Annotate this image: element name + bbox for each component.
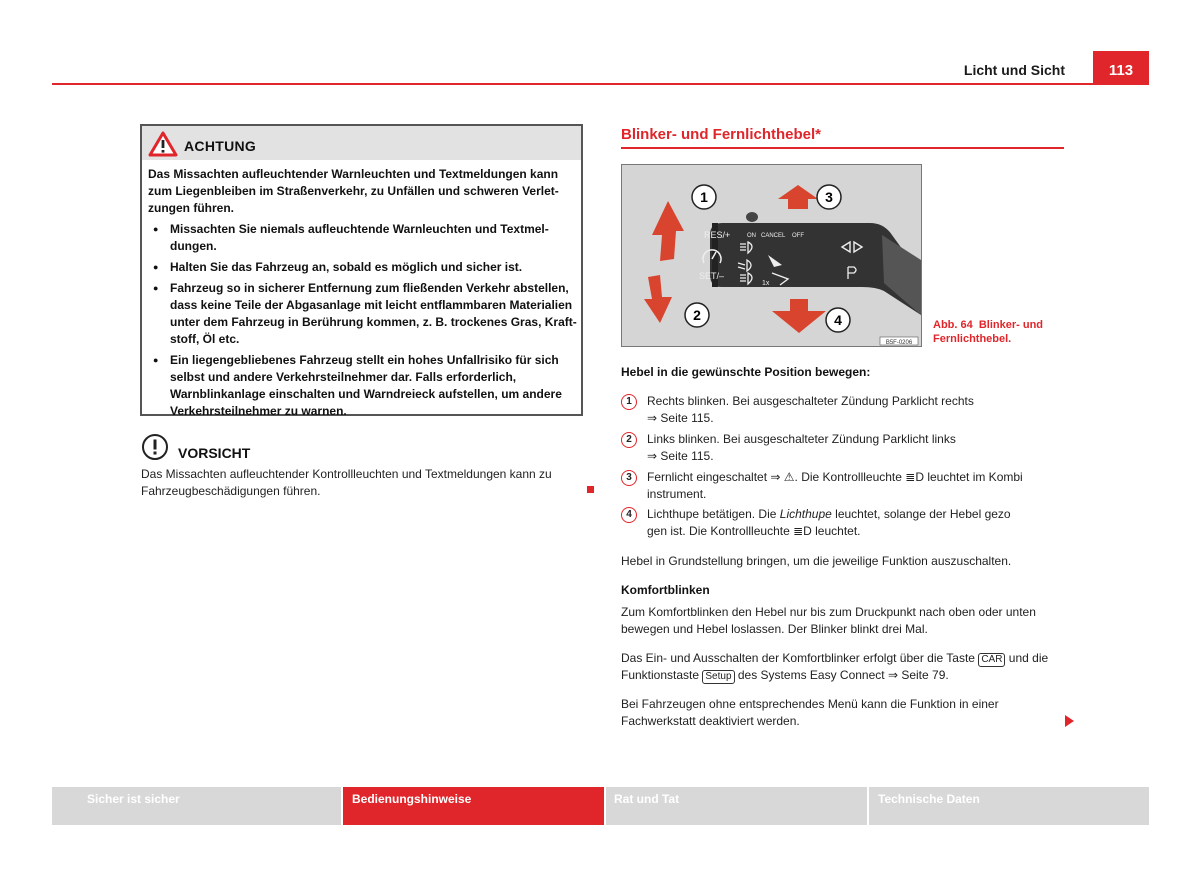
set-label: SET/– (699, 271, 725, 281)
caution-circle-icon (141, 433, 169, 461)
footer-tab-rat[interactable]: Rat und Tat (606, 787, 867, 825)
item-text: Rechts blinken. Bei ausgeschalteter Zündung Parklicht rechts (647, 394, 974, 408)
footer-tab-technik[interactable]: Technische Daten (869, 787, 1149, 825)
continue-arrow-icon (1065, 715, 1074, 727)
section-title: Blinker- und Fernlichthebel* (621, 126, 822, 143)
on-label: ON (747, 233, 756, 239)
warning-header (142, 126, 581, 160)
res-label: RES/+ (704, 230, 731, 240)
comfort-paragraph: Zum Komfortblinken den Hebel nur bis zum Druckpunkt nach oben oder unten bewegen und Hebel loslassen. Der Blinker blinkt drei Mal. (621, 605, 1036, 636)
figure-caption-label: Abb. 64 (933, 319, 973, 331)
item-number-badge: 2 (621, 432, 637, 448)
warning-triangle-icon (148, 131, 178, 157)
chapter-title: Licht und Sicht (963, 62, 1065, 78)
off-label: OFF (792, 233, 804, 239)
figure-caption-text: Blinker- und Fernlichthebel. (933, 319, 1044, 345)
warning-body (148, 166, 578, 420)
one-x-label: 1x (762, 280, 770, 287)
figure-caption (933, 318, 1073, 346)
setup-key: Setup (702, 670, 734, 684)
cancel-label: CANCEL (761, 233, 786, 239)
list-item (621, 431, 1066, 465)
item-text: Lichthupe betätigen. Die Lichthupe leuchtet, solange der Hebel gezo (647, 507, 1011, 521)
figure-code: B5F-0206 (885, 340, 913, 346)
item-text-cont: instrument. (647, 487, 707, 501)
instruction-heading: Hebel in die gewünschte Position bewegen: (621, 365, 871, 379)
warning-box (140, 124, 583, 416)
comfort-setup-paragraph: Das Ein- und Ausschalten der Komfortblinker erfolgt über die Taste CAR und die Funktionstaste Setup des Systems Easy Connect ⇒ Seite 79. (621, 651, 1049, 682)
section-rule (621, 147, 1064, 149)
item-number-badge: 3 (621, 470, 637, 486)
svg-text:4: 4 (834, 312, 842, 328)
header-rule (52, 83, 1149, 85)
section-end-marker (587, 486, 594, 493)
comfort-heading: Komfortblinken (621, 583, 710, 597)
arrow-1-up (652, 201, 684, 261)
caution-title: VORSICHT (178, 445, 251, 461)
arrow-2-down (644, 275, 672, 323)
list-item (621, 393, 1066, 427)
warning-bullet: ● Ein liegengebliebenes Fahrzeug stellt ein hohes Unfallrisiko für sich selbst und andere Verkehrsteilnehmer dar. Falls erforderlich, Warnblinkanlage einschalten und Warndreieck aufstellen, um andere Verkehrsteilnehmer zu warnen. (148, 352, 578, 420)
list-item (621, 506, 1066, 540)
warning-title: ACHTUNG (184, 138, 257, 154)
warning-bullet: ● Missachten Sie niemals aufleuchtende Warnleuchten und Textmeldungen. (148, 221, 578, 255)
list-item (621, 469, 1066, 503)
arrow-4-down (772, 299, 826, 333)
item-text: Fernlicht eingeschaltet ⇒ ⚠. Die Kontrollleuchte ≣D leuchtet im Kombi (647, 470, 1023, 484)
item-text-cont: gen ist. Die Kontrollleuchte ≣D leuchtet. (647, 524, 861, 538)
workshop-paragraph: Bei Fahrzeugen ohne entsprechendes Menü kann die Funktion in einer Fachwerkstatt deaktiviert werden. (621, 697, 999, 728)
callout-2 (685, 303, 709, 327)
svg-text:3: 3 (825, 189, 833, 205)
item-number-badge: 1 (621, 394, 637, 410)
lever-figure (621, 164, 922, 347)
page-number: 113 (1093, 51, 1149, 84)
svg-text:1: 1 (700, 189, 708, 205)
footer-tab-sicher[interactable]: Sicher ist sicher (52, 787, 341, 825)
item-page-ref: ⇒ Seite 115. (647, 449, 714, 463)
item-number-badge: 4 (621, 507, 637, 523)
footer-tab-bedienung[interactable]: Bedienungshinweise (343, 787, 604, 825)
reset-paragraph: Hebel in Grundstellung bringen, um die jeweilige Funktion auszuschalten. (621, 554, 1012, 568)
warning-bullet: ● Halten Sie das Fahrzeug an, sobald es möglich und sicher ist. (148, 259, 578, 276)
svg-text:2: 2 (693, 307, 701, 323)
item-text: Links blinken. Bei ausgeschalteter Zündung Parklicht links (647, 432, 956, 446)
callout-3 (817, 185, 841, 209)
warning-intro: Das Missachten aufleuchtender Warnleuchten und Textmeldungen kann zum Liegenbleiben im Straßenverkehr, zu Unfällen und schweren Verletzungen führen. (148, 167, 559, 215)
caution-text: Das Missachten aufleuchtender Kontrollleuchten und Textmeldungen kann zu Fahrzeugbeschädigungen führen. (141, 467, 552, 498)
arrow-3-up (778, 185, 818, 209)
callout-4 (826, 308, 850, 332)
car-key: CAR (978, 653, 1005, 667)
warning-bullet: ● Fahrzeug so in sicherer Entfernung zum fließenden Verkehr abstellen, dass keine Teile der Abgasanlage mit leicht entflammbaren Materialien unter dem Fahrzeug in Berührung kommen, z. B. trockenes Gras, Kraftstoff, Öl etc. (148, 280, 578, 348)
lever-illustration (622, 165, 921, 346)
item-page-ref: ⇒ Seite 115. (647, 411, 714, 425)
callout-1 (692, 185, 716, 209)
